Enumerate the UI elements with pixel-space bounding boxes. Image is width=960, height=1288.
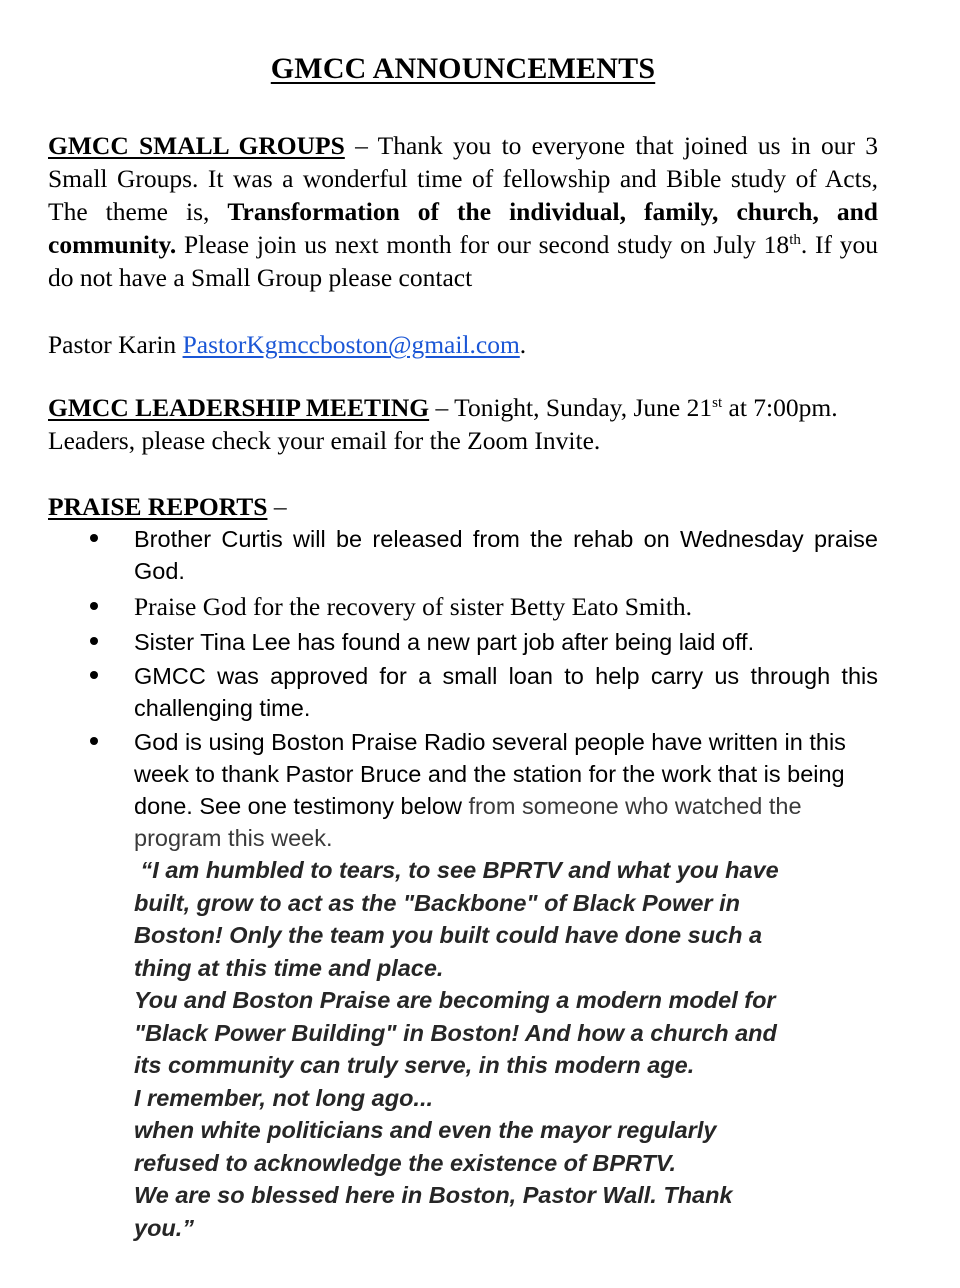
bullet-icon bbox=[90, 637, 98, 645]
praise-list bbox=[48, 523, 878, 1246]
leadership-text-2: at 7:00pm. Leaders, please check your email for the Zoom Invite. bbox=[48, 393, 838, 455]
pastor-karin-email-link[interactable]: PastorKgmccboston@gmail.com bbox=[182, 330, 520, 359]
praise-item-text: Sister Tina Lee has found a new part job after being laid off. bbox=[134, 629, 755, 655]
quote-line: We are so blessed here in Boston, Pastor Wall. Thank bbox=[134, 1182, 733, 1208]
contact-end: . bbox=[519, 330, 527, 359]
list-item bbox=[48, 626, 878, 658]
quote-line: Boston! Only the team you built could have done such a bbox=[134, 922, 763, 948]
bullet-icon bbox=[90, 737, 98, 745]
small-groups-middle: Please join us next month for our second study on July 18 bbox=[176, 230, 790, 259]
small-groups-after-date: . If you do not have a Small Group please contact bbox=[48, 230, 878, 292]
quote-line: refused to acknowledge the existence of BPRTV. bbox=[134, 1149, 676, 1176]
quote-line: You and Boston Praise are becoming a modern model for bbox=[134, 987, 776, 1013]
quote-line: built, grow to act as the "Backbone" of Black Power in bbox=[134, 889, 740, 916]
small-groups-heading: GMCC SMALL GROUPS bbox=[48, 131, 345, 160]
leadership-heading: GMCC LEADERSHIP MEETING bbox=[48, 393, 430, 422]
praise-section-heading bbox=[48, 490, 878, 523]
praise-heading-dash: – bbox=[267, 492, 287, 521]
quote-line: when white politicians and even the mayor regularly bbox=[134, 1117, 717, 1143]
contact-prefix: Pastor Karin bbox=[48, 330, 183, 359]
list-item bbox=[48, 590, 878, 624]
quote-line: you.” bbox=[134, 1214, 195, 1241]
praise-item-text: Praise God for the recovery of sister Betty Eato Smith. bbox=[134, 592, 693, 621]
small-groups-contact bbox=[48, 328, 878, 361]
bullet-icon bbox=[90, 671, 98, 679]
praise-item-text: GMCC was approved for a small loan to help carry us through this challenging time. bbox=[134, 663, 878, 721]
praise-item-text: God is using Boston Praise Radio several people have written in this week to thank Pastor Bruce and the station for the work that is being done. See one testimony below bbox=[134, 729, 846, 819]
small-groups-intro: – Thank you to everyone that joined us in our 3 Small Groups. It was a wonderful time of fellowship and Bible study of Acts, The theme is, bbox=[48, 131, 878, 226]
small-groups-date-suffix: th bbox=[789, 232, 801, 248]
bullet-icon bbox=[90, 602, 98, 610]
quote-line: "Black Power Building" in Boston! And how a church and bbox=[134, 1019, 777, 1046]
praise-item-text-grey: from someone who watched the program this week. bbox=[134, 793, 802, 851]
quote-line: I remember, not long ago... bbox=[134, 1084, 434, 1111]
quote-line: its community can truly serve, in this modern age. bbox=[134, 1052, 695, 1078]
leadership-section bbox=[48, 391, 878, 457]
list-item bbox=[48, 660, 878, 724]
quote-line: “I am humbled to tears, to see BPRTV and what you have bbox=[134, 857, 779, 883]
quote-line: thing at this time and place. bbox=[134, 954, 444, 981]
bullet-icon bbox=[90, 534, 98, 542]
praise-heading: PRAISE REPORTS bbox=[48, 492, 268, 521]
page-title: GMCC ANNOUNCEMENTS bbox=[270, 52, 656, 85]
list-item bbox=[48, 726, 878, 1244]
list-item bbox=[48, 523, 878, 587]
praise-item-text: Brother Curtis will be released from the rehab on Wednesday praise God. bbox=[134, 526, 878, 584]
testimony-quote bbox=[134, 854, 858, 1244]
small-groups-section bbox=[48, 129, 878, 294]
small-groups-theme: Transformation of the individual, family, church, and community. bbox=[48, 197, 878, 259]
leadership-date-suffix: st bbox=[712, 395, 723, 411]
leadership-text-1: – Tonight, Sunday, June 21 bbox=[429, 393, 713, 422]
